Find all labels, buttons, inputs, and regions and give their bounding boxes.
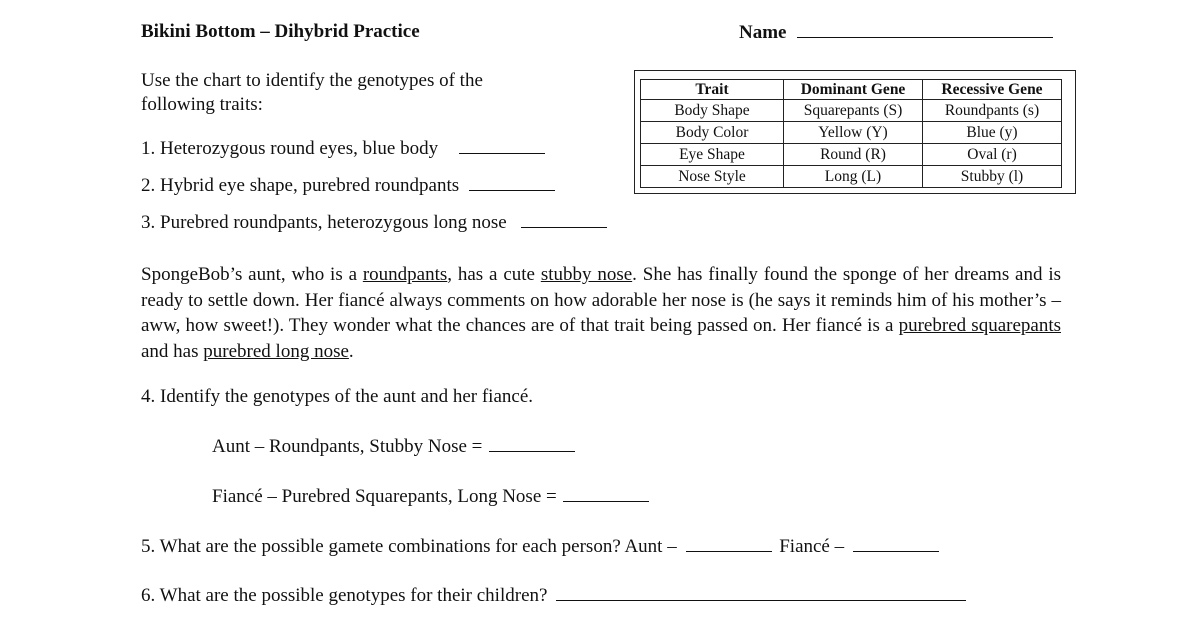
table-cell: Body Shape bbox=[641, 100, 784, 122]
story-underline-purebred-long-nose: purebred long nose bbox=[203, 340, 349, 362]
table-cell: Body Color bbox=[641, 122, 784, 144]
name-field-row bbox=[739, 21, 1053, 44]
story-paragraph bbox=[141, 262, 1061, 364]
trait-chart-box bbox=[634, 70, 1076, 194]
question-3-blank[interactable] bbox=[521, 211, 607, 228]
question-1-row bbox=[141, 137, 545, 161]
table-row bbox=[641, 144, 1062, 166]
table-row bbox=[641, 122, 1062, 144]
name-label: Name bbox=[739, 22, 787, 43]
story-underline-stubby-nose: stubby nose bbox=[540, 264, 633, 285]
table-cell: Nose Style bbox=[641, 166, 784, 188]
table-cell: Round (R) bbox=[784, 144, 923, 166]
question-5-row bbox=[141, 535, 939, 559]
story-text: . bbox=[348, 340, 354, 362]
intro-line-2: following traits: bbox=[141, 94, 263, 115]
table-row bbox=[641, 166, 1062, 188]
story-text: . She has finally found the sponge of her dreams and is ready to settle down. Her fiancé always comments on how adorable her nose is (he says it reminds him of his mother’s – aww, how sweet!). They wonder what the chances are of that trait being passed on. Her fiancé is a bbox=[141, 264, 1062, 336]
aunt-genotype-row bbox=[212, 435, 575, 459]
question-1-text: 1. Heterozygous round eyes, blue body bbox=[141, 138, 439, 159]
fiance-gamete-label: Fiancé – bbox=[779, 536, 845, 557]
aunt-genotype-label: Aunt – Roundpants, Stubby Nose = bbox=[212, 436, 483, 457]
story-underline-purebred-squarepants: purebred squarepants bbox=[898, 315, 1061, 336]
name-blank[interactable] bbox=[797, 21, 1053, 38]
fiance-genotype-row bbox=[212, 485, 649, 509]
table-cell: Long (L) bbox=[784, 166, 923, 188]
table-cell: Stubby (l) bbox=[923, 166, 1062, 188]
fiance-gamete-blank[interactable] bbox=[853, 535, 939, 552]
question-6-text: 6. What are the possible genotypes for their children? bbox=[141, 585, 548, 606]
fiance-genotype-label: Fiancé – Purebred Squarepants, Long Nose = bbox=[212, 486, 557, 507]
story-text: SpongeBob’s aunt, who is a bbox=[141, 264, 363, 285]
question-3-text: 3. Purebred roundpants, heterozygous long nose bbox=[141, 212, 507, 233]
question-2-text: 2. Hybrid eye shape, purebred roundpants bbox=[141, 175, 460, 196]
header-dominant: Dominant Gene bbox=[784, 80, 923, 100]
header-trait: Trait bbox=[641, 80, 784, 100]
fiance-genotype-blank[interactable] bbox=[563, 485, 649, 502]
question-2-row bbox=[141, 174, 555, 198]
table-cell: Oval (r) bbox=[923, 144, 1062, 166]
table-cell: Eye Shape bbox=[641, 144, 784, 166]
table-cell: Yellow (Y) bbox=[784, 122, 923, 144]
header-recessive: Recessive Gene bbox=[923, 80, 1062, 100]
question-4-text: 4. Identify the genotypes of the aunt and her fiancé. bbox=[141, 386, 533, 407]
page-title: Bikini Bottom – Dihybrid Practice bbox=[141, 21, 420, 42]
question-6-row bbox=[141, 584, 966, 608]
table-cell: Blue (y) bbox=[923, 122, 1062, 144]
question-1-blank[interactable] bbox=[459, 137, 545, 154]
table-row bbox=[641, 100, 1062, 122]
question-2-blank[interactable] bbox=[469, 174, 555, 191]
children-genotypes-blank[interactable] bbox=[556, 584, 966, 601]
trait-table bbox=[640, 79, 1062, 188]
aunt-gamete-blank[interactable] bbox=[686, 535, 772, 552]
story-text: and has bbox=[141, 340, 204, 362]
table-cell: Roundpants (s) bbox=[923, 100, 1062, 122]
story-text: , has a cute bbox=[447, 264, 541, 285]
table-header-row bbox=[641, 80, 1062, 100]
question-3-row bbox=[141, 211, 607, 235]
table-cell: Squarepants (S) bbox=[784, 100, 923, 122]
story-underline-roundpants: roundpants bbox=[362, 264, 448, 285]
aunt-genotype-blank[interactable] bbox=[489, 435, 575, 452]
intro-line-1: Use the chart to identify the genotypes of the bbox=[141, 70, 483, 91]
question-5-text: 5. What are the possible gamete combinations for each person? Aunt – bbox=[141, 536, 677, 557]
